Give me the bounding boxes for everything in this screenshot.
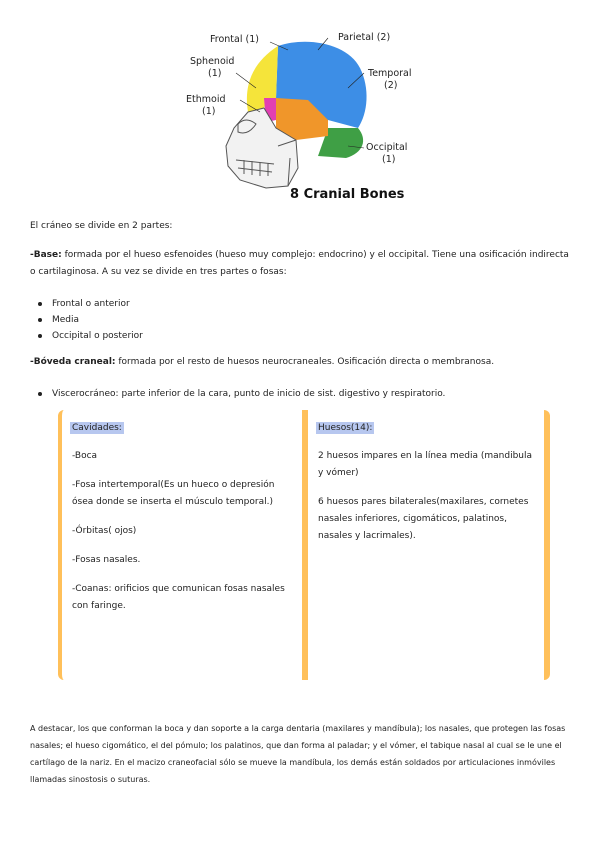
- label-sphenoid-name: Sphenoid: [190, 56, 235, 67]
- base-label: -Base:: [30, 250, 62, 260]
- list-item: Frontal o anterior: [30, 296, 143, 312]
- fosas-list: [30, 296, 143, 344]
- figure-title: 8 Cranial Bones: [290, 187, 405, 202]
- cavidad-item: -Fosas nasales.: [72, 555, 141, 565]
- cavidades-box: [58, 410, 308, 680]
- note-paragraph: A destacar, los que conforman la boca y dan soporte a la carga dentaria (maxilares y mandíbula); los nasales, que protegen las fosas nasales; el hueso cigomático, el del pómulo; los palatinos, que dan forma al paladar; y el vómer, el tabique nasal al cual se le une el cartílago de la nariz. En el macizo craneofacial sólo se mueve la mandíbula, los demás están soldados por articulaciones inmóviles llamadas sinostosis o suturas.: [30, 724, 566, 784]
- label-temporal-name: Temporal: [368, 68, 412, 79]
- base-text: formada por el hueso esfenoides (hueso muy complejo: endocrino) y el occipital. Tiene una osificación indirecta o cartilaginosa. A su vez se divide en tres partes o fosas:: [30, 250, 569, 277]
- cavidades-header: Cavidades:: [72, 423, 122, 433]
- cavidad-item: -Coanas: orificios que comunican fosas nasales con faringe.: [72, 584, 285, 611]
- cavidad-item: -Órbitas( ojos): [72, 526, 137, 536]
- skull-diagram: [178, 28, 428, 208]
- huesos-header: Huesos(14):: [318, 423, 373, 433]
- label-sphenoid-count: (1): [208, 68, 222, 79]
- cranial-bones-figure: [178, 28, 428, 208]
- label-temporal-count: (2): [384, 80, 398, 91]
- boveda-paragraph: [30, 354, 570, 371]
- hueso-item: 2 huesos impares en la línea media (mandibula y vómer): [318, 451, 532, 478]
- label-ethmoid-count: (1): [202, 106, 216, 117]
- label-ethmoid-name: Ethmoid: [186, 94, 226, 105]
- intro-text: El cráneo se divide en 2 partes:: [30, 221, 173, 231]
- list-item: Media: [30, 312, 143, 328]
- hueso-item: 6 huesos pares bilaterales(maxilares, cornetes nasales inferiores, cigomáticos, palatinos, nasales y lacrimales).: [318, 497, 529, 541]
- cavidad-item: -Fosa intertemporal(Es un hueco o depresión ósea donde se inserta el músculo temporal.): [72, 480, 275, 507]
- cavidad-item: -Boca: [72, 451, 98, 461]
- list-item: Viscerocráneo: parte inferior de la cara, punto de inicio de sist. digestivo y respiratorio.: [30, 386, 445, 402]
- base-paragraph: [30, 247, 570, 281]
- viscero-list: [30, 386, 445, 402]
- list-item: Occipital o posterior: [30, 328, 143, 344]
- boveda-label: -Bóveda craneal:: [30, 357, 116, 367]
- label-frontal: Frontal (1): [210, 34, 259, 45]
- huesos-box: [302, 410, 550, 680]
- boveda-text: formada por el resto de huesos neurocraneales. Osificación directa o membranosa.: [115, 357, 495, 367]
- label-occipital-count: (1): [382, 154, 396, 165]
- label-parietal: Parietal (2): [338, 32, 391, 43]
- label-occipital-name: Occipital: [366, 142, 408, 153]
